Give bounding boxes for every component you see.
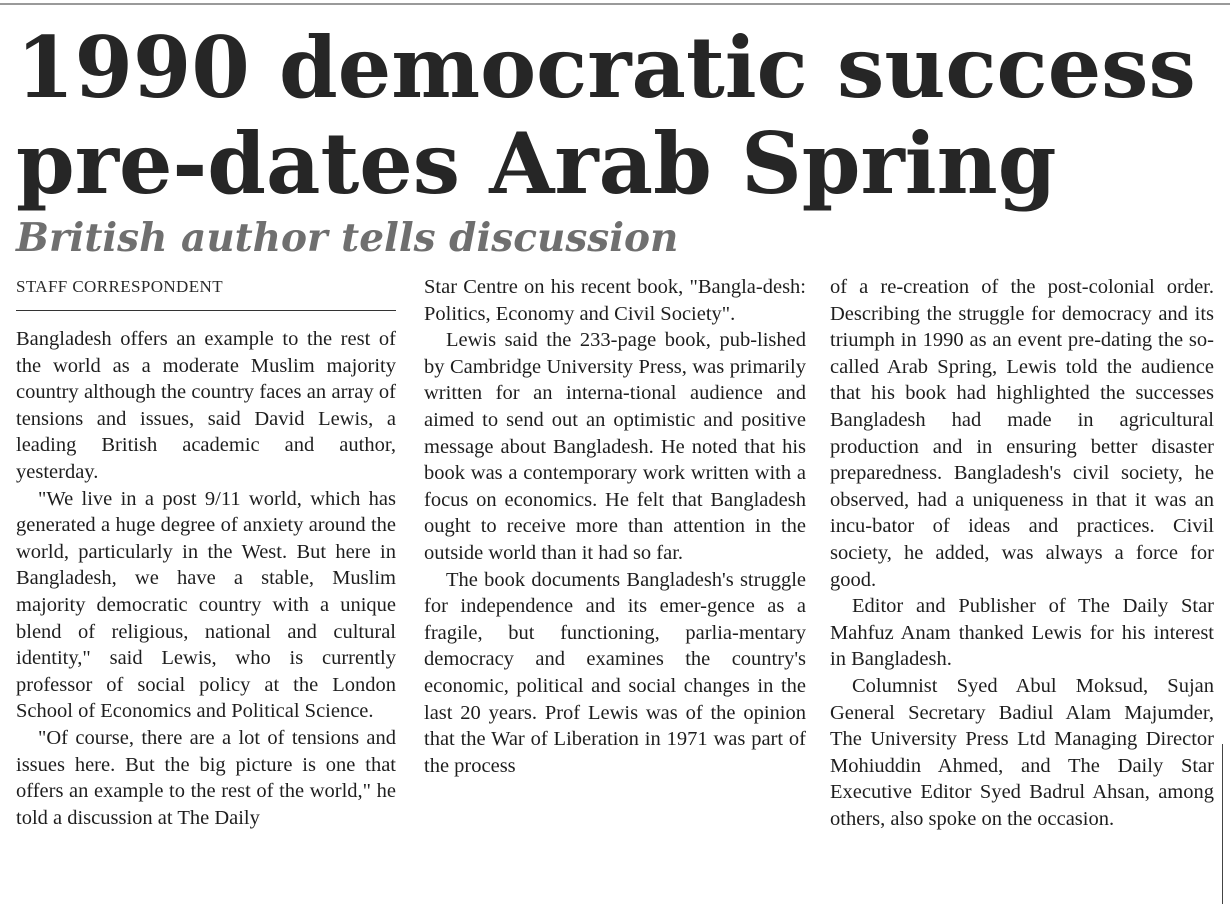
headline bbox=[16, 20, 1196, 212]
headline-line-1: 1990 democratic success bbox=[16, 18, 1196, 117]
article-column-2 bbox=[424, 274, 806, 779]
paragraph: Bangladesh offers an example to the rest of the world as a moderate Muslim majority country although the country faces an array of tensions and issues, said David Lewis, a leading British academic and author, yesterday. bbox=[16, 328, 396, 483]
article-column-3 bbox=[830, 274, 1214, 832]
paragraph: The book documents Bangladesh's struggle for independence and its emer-gence as a fragile, but functioning, parlia-mentary democracy and examines the country's economic, political and social changes in the last 20 years. Prof Lewis was of the opinion that the War of Liberation in 1971 was part of the process bbox=[424, 568, 806, 777]
subheadline: British author tells discussion bbox=[16, 215, 679, 261]
byline-rule bbox=[16, 310, 396, 311]
paragraph: "We live in a post 9/11 world, which has generated a huge degree of anxiety around the world, particularly in the West. But here in Bangladesh, we have a stable, Muslim majority democratic country with a unique blend of religious, national and cultural identity," said Lewis, who is currently professor of social policy at the London School of Economics and Political Science. bbox=[16, 487, 396, 723]
paragraph: Lewis said the 233-page book, pub-lished by Cambridge University Press, was primarily written for an interna-tional audience and aimed to send out an optimistic and positive message about Bangladesh. He noted that his book was a contemporary work written with a focus on economics. He felt that Bangladesh ought to receive more than attention in the outside world than it had so far. bbox=[424, 329, 806, 564]
paragraph: Columnist Syed Abul Moksud, Sujan General Secretary Badiul Alam Majumder, The University Press Ltd Managing Director Mohiuddin Ahmed, and The Daily Star Executive Editor Syed Badrul Ahsan, among others, also spoke on the occasion. bbox=[830, 674, 1214, 830]
byline: STAFF CORRESPONDENT bbox=[16, 277, 223, 296]
paragraph: of a re-creation of the post-colonial order. Describing the struggle for democracy and its triumph in 1990 as an event pre-dating the so-called Arab Spring, Lewis told the audience that his book had highlighted the successes Bangladesh had made in agricultural production and in ensuring better disaster preparedness. Bangladesh's civil society, he observed, had a uniqueness in that it was an incu-bator of ideas and practices. Civil society, he added, was always a force for good. bbox=[830, 276, 1214, 591]
right-edge-rule bbox=[1222, 744, 1223, 904]
article-column-1 bbox=[16, 326, 396, 831]
headline-line-2: pre-dates Arab Spring bbox=[16, 114, 1057, 213]
paragraph: "Of course, there are a lot of tensions and issues here. But the big picture is one that offers an example to the rest of the world," he told a discussion at The Daily bbox=[16, 726, 396, 829]
paragraph: Star Centre on his recent book, "Bangla-desh: Politics, Economy and Civil Society". bbox=[424, 276, 806, 325]
paragraph: Editor and Publisher of The Daily Star Mahfuz Anam thanked Lewis for his interest in Bangladesh. bbox=[830, 595, 1214, 671]
top-rule bbox=[0, 3, 1230, 5]
